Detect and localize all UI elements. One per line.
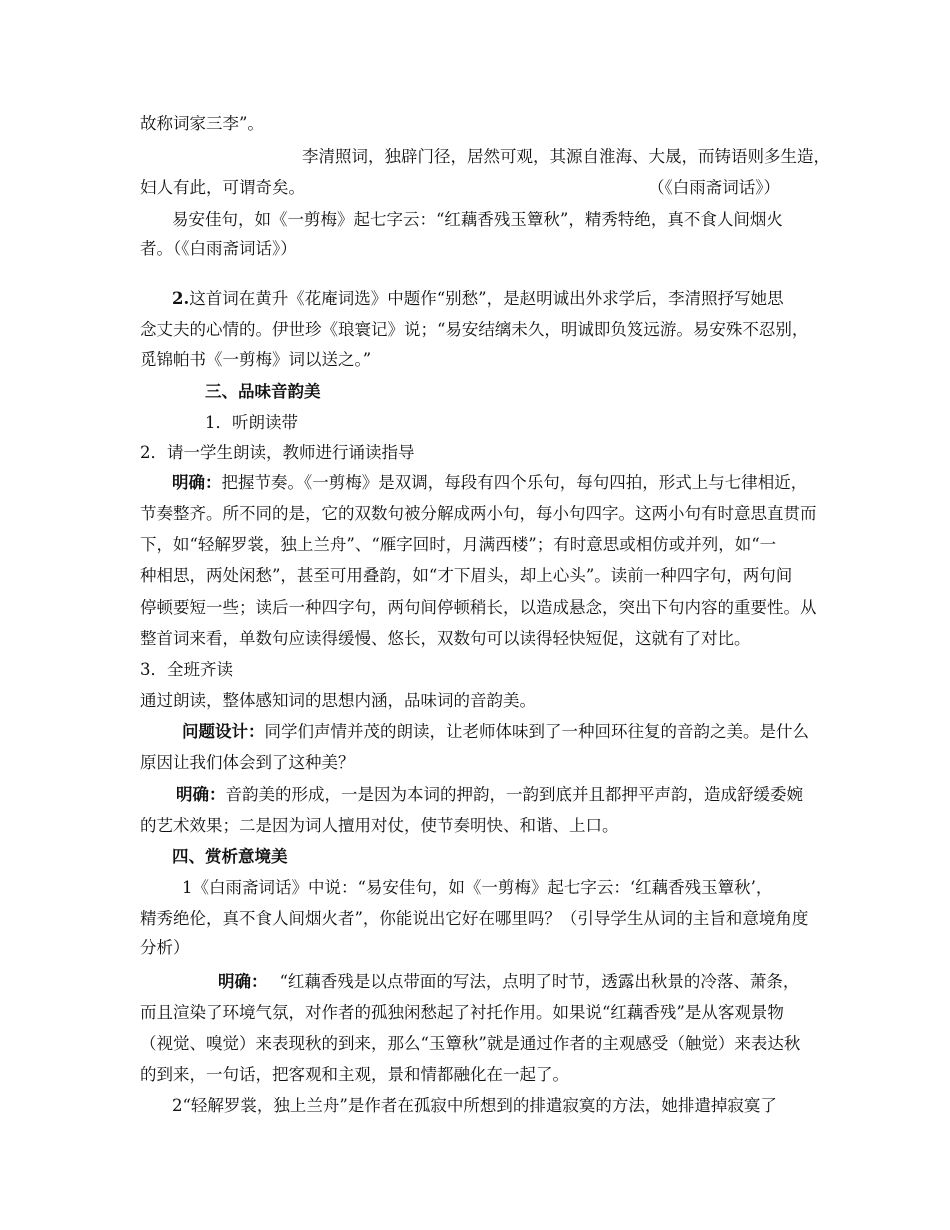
text-line bbox=[218, 970, 830, 994]
label-mingque: 明确： bbox=[218, 972, 268, 991]
text-line: 的到来，一句话，把客观和主观，景和情都融化在一起了。 bbox=[140, 1065, 569, 1084]
text-line bbox=[176, 783, 830, 807]
label-mingque: 明确： bbox=[172, 473, 222, 492]
text-line: 种相思，两处闲愁”，甚至可用叠韵，如“才下眉头，却上心头”。读前一种四字句，两句间 bbox=[140, 566, 793, 585]
text-line: 易安佳句，如《一剪梅》起七字云：“红藕香残玉簟秋”，精秀特绝，真不食人间烟火 bbox=[172, 210, 783, 229]
text-line: 节奏整齐。所不同的是，它的双数句被分解成两小句，每小句四字。这两小句有时意思直贯而 bbox=[140, 504, 817, 523]
text-line: 精秀绝伦，真不食人间烟火者”，你能说出它好在哪里吗？（引导学生从词的主旨和意境角度 bbox=[140, 909, 809, 928]
section-heading: 三、品味音韵美 bbox=[205, 382, 321, 401]
citation: （《白雨斋词话》） bbox=[648, 178, 780, 197]
text-line: 李清照词，独辟门径，居然可观，其源自淮海、大晟，而铸语则多生造， bbox=[302, 147, 830, 166]
text-line: 分析） bbox=[140, 938, 190, 957]
text-line: 2“轻解罗裳，独上兰舟”是作者在孤寂中所想到的排遣寂寞的方法，她排遣掉寂寞了 bbox=[172, 1096, 777, 1115]
text-line: 念丈夫的心情的。伊世珍《琅寰记》说；“易安结缡未久，明诚即负笈远游。易安殊不忍别， bbox=[140, 320, 809, 339]
paragraph-text: 音韵美的形成，一是因为本词的押韵，一韵到底并且都押平声韵，造成舒缓委婉 bbox=[225, 785, 803, 804]
text-line: 而且渲染了环境气氛，对作者的孤独闲愁起了衬托作用。如果说“红藕香残”是从客观景物 bbox=[140, 1003, 784, 1022]
text-line: （视觉、嗅觉）来表现秋的到来，那么“玉簟秋”就是通过作者的主观感受（触觉）来表达秋 bbox=[140, 1034, 801, 1053]
text-line: 妇人有此，可谓奇矣。 bbox=[140, 178, 305, 197]
paragraph-text: 同学们声情并茂的朗读，让老师体味到了一种回环往复的音韵之美。是什么 bbox=[264, 722, 809, 741]
text-line: 下，如“轻解罗裳，独上兰舟”、“雁字回时，月满西楼”；有时意思或相仿或并列，如“一 bbox=[140, 535, 777, 554]
text-line: 整首词来看，单数句应读得缓慢、悠长，双数句可以读得轻快短促，这就有了对比。 bbox=[140, 629, 751, 648]
text-line: 觅锦帕书《一剪梅》词以送之。” bbox=[140, 350, 372, 369]
text-line: 者。（《白雨斋词话》） bbox=[140, 239, 297, 258]
text-line: 通过朗读，整体感知词的思想内涵，品味词的音韵美。 bbox=[140, 691, 536, 710]
text-line bbox=[172, 471, 830, 495]
text-line: 原因让我们体会到了这种美？ bbox=[140, 753, 355, 772]
text-line: 3．全班齐读 bbox=[140, 660, 233, 679]
text-line bbox=[182, 720, 830, 744]
text-line: 1．听朗读带 bbox=[205, 413, 298, 432]
text-line: 停顿要短一些；读后一种四字句，两句间停顿稍长，以造成悬念，突出下句内容的重要性。从 bbox=[140, 598, 817, 617]
text-line: 故称词家三李”。 bbox=[140, 114, 264, 133]
paragraph-text: “红藕香残是以点带面的写法，点明了时节，透露出秋景的冷落、萧条， bbox=[279, 972, 800, 991]
paragraph-text: 这首词在黄升《花庵词选》中题作“别愁”，是赵明诚出外求学后，李清照抒写她思 bbox=[189, 289, 784, 308]
section-heading: 四、赏析意境美 bbox=[172, 847, 288, 866]
list-number: 2. bbox=[172, 289, 190, 308]
paragraph-text: 把握节奏。《一剪梅》是双调，每段有四个乐句，每句四拍，形式上与七律相近， bbox=[221, 473, 808, 492]
text-line: 2．请一学生朗读，教师进行诵读指导 bbox=[140, 443, 415, 462]
label-mingque: 明确： bbox=[176, 785, 226, 804]
text-line bbox=[172, 287, 830, 311]
text-line: 1《白雨斋词话》中说：“易安佳句，如《一剪梅》起七字云：‘红藕香残玉簟秋’， bbox=[182, 878, 773, 897]
label-question-design: 问题设计： bbox=[182, 722, 265, 741]
text-line: 的艺术效果；二是因为词人擅用对仗，使节奏明快、和谐、上口。 bbox=[140, 816, 619, 835]
